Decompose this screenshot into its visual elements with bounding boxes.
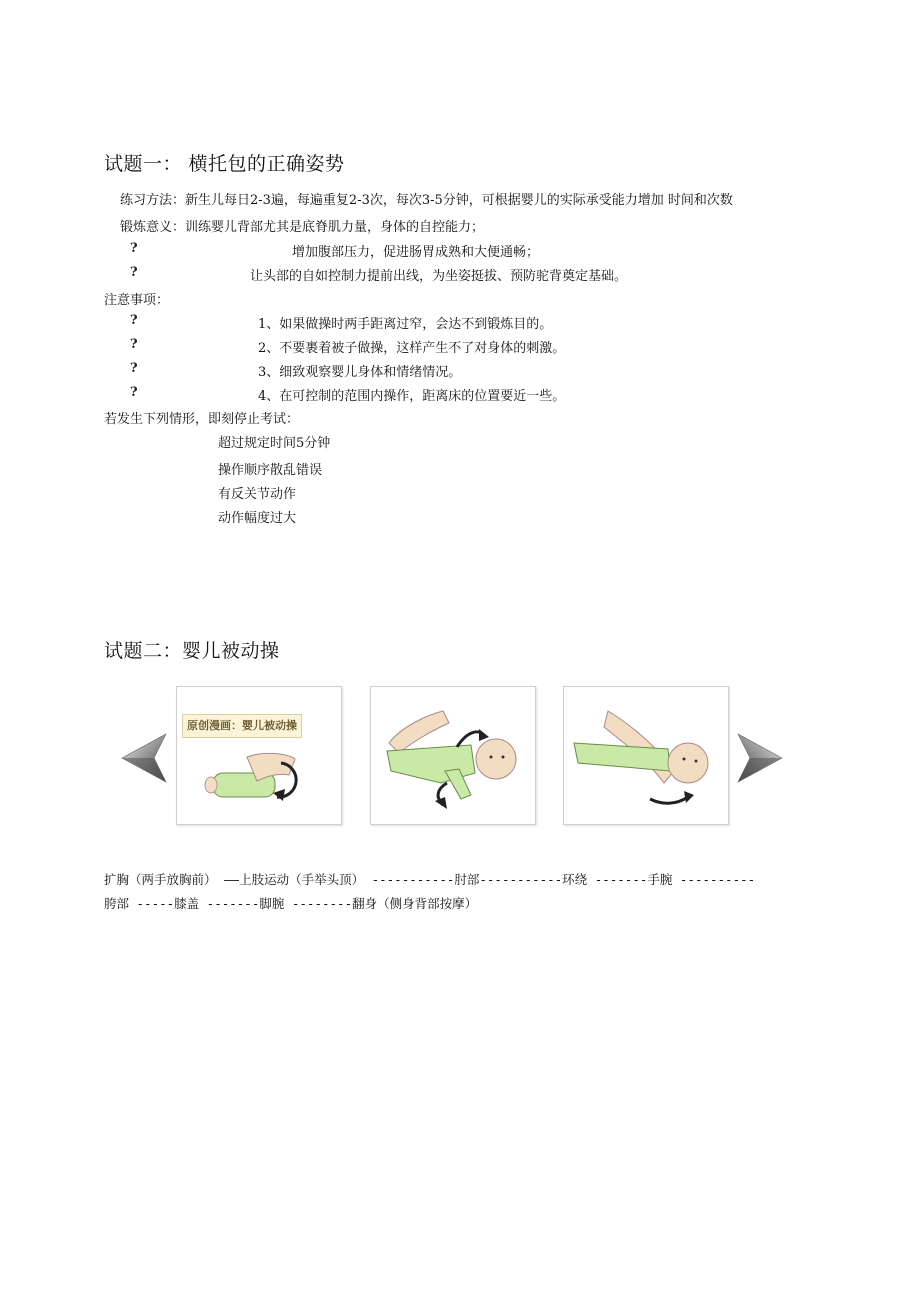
sequence-line-2: 胯部 -----膝盖 -------脚腕 --------翻身（侧身背部按摩） [104, 896, 478, 911]
sequence-line-1: 扩胸（两手放胸前） ——上肢运动（手举头顶） -----------肘部-----------环绕 -------手腕 ---------- [104, 872, 756, 887]
bullet-mark: ? [130, 385, 138, 400]
arrow-right-icon[interactable] [736, 732, 784, 784]
meaning-item: 让头部的自如控制力提前出线，为坐姿挺拔、预防驼背奠定基础。 [250, 269, 628, 284]
bullet-mark: ? [130, 265, 138, 280]
stop-conditions-title: 若发生下列情形，即刻停止考试： [104, 412, 300, 427]
gallery-caption: 原创漫画：婴儿被动操 [182, 714, 302, 738]
meaning-item: 增加腹部压力，促进肠胃成熟和大便通畅； [292, 245, 540, 260]
note-item: 1、如果做操时两手距离过窄，会达不到锻炼目的。 [258, 317, 553, 332]
note-item: 3、细致观察婴儿身体和情绪情况。 [258, 365, 462, 380]
bullet-mark: ? [130, 337, 138, 352]
practice-method: 练习方法：新生儿每日2-3遍，每遍重复2-3次，每次3-5分钟，可根据婴儿的实际承受能力增加 时间和次数 [120, 193, 733, 208]
section2-title: 试题二：婴儿被动操 [104, 640, 280, 662]
bullet-mark: ? [130, 361, 138, 376]
note-item: 2、不要裹着被子做操，这样产生不了对身体的刺激。 [258, 341, 566, 356]
stop-item: 动作幅度过大 [218, 511, 297, 526]
stop-item: 操作顺序散乱错误 [218, 463, 323, 478]
gallery-image-2[interactable] [370, 686, 536, 825]
arrow-left-icon[interactable] [120, 732, 168, 784]
section1-title: 试题一： 横托包的正确姿势 [104, 153, 345, 175]
notes-title: 注意事项： [104, 293, 170, 308]
gallery-image-3[interactable] [563, 686, 729, 825]
bullet-mark: ? [130, 241, 138, 256]
note-item: 4、在可控制的范围内操作，距离床的位置要近一些。 [258, 389, 566, 404]
bullet-mark: ? [130, 313, 138, 328]
stop-item: 有反关节动作 [218, 487, 297, 502]
gallery-image-1[interactable] [176, 686, 342, 825]
exercise-meaning: 锻炼意义：训练婴儿背部尤其是底脊肌力量，身体的自控能力； [120, 220, 485, 235]
stop-item: 超过规定时间5分钟 [218, 436, 331, 451]
